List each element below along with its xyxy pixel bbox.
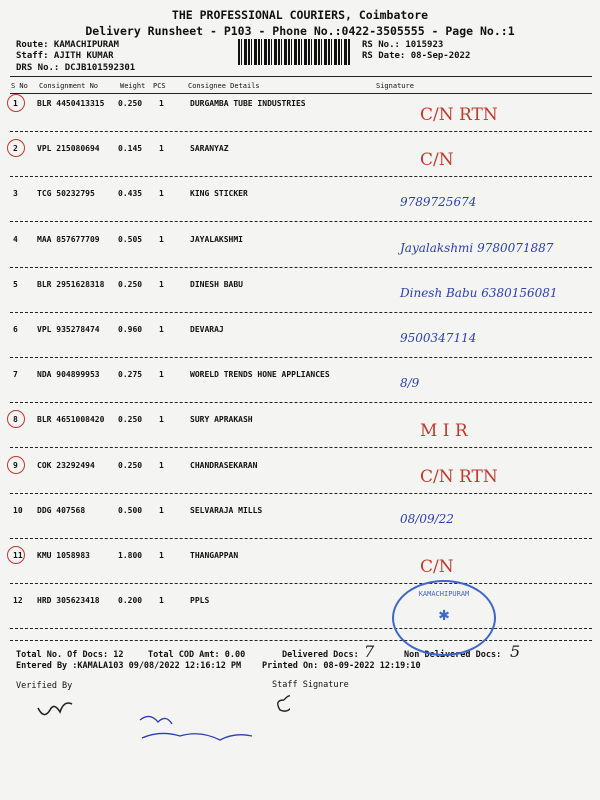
row-signature-mark: Jayalakshmi 9780071887 — [400, 240, 554, 255]
row-divider — [10, 221, 592, 222]
row-consignment: TCG 50232795 — [37, 189, 95, 199]
row-weight: 0.960 — [118, 325, 143, 334]
row-consignee: KING STICKER — [190, 189, 248, 199]
row-weight: 1.800 — [118, 551, 143, 560]
delivered-count: 7 — [364, 642, 375, 661]
row-signature-mark: C/N — [420, 150, 454, 171]
row-signature-mark: C/N — [420, 557, 454, 577]
row-divider — [10, 447, 592, 448]
row-consignment: HRD 305623418 — [37, 596, 100, 606]
total-docs: Total No. Of Docs: 12 — [16, 650, 124, 660]
document-subtitle: Delivery Runsheet - P103 - Phone No.:0422-3505555 - Page No.:1 — [85, 24, 515, 38]
row-consignee: THANGAPPAN — [190, 551, 239, 560]
row-circle-mark — [7, 139, 25, 157]
rs-number: RS No.: 1015923 — [362, 40, 444, 50]
staff-signature-label: Staff Signature — [272, 680, 349, 690]
row-signature-mark: C/N RTN — [420, 105, 498, 125]
row-sno: 10 — [13, 505, 23, 515]
row-consignee: DEVARAJ — [190, 325, 224, 334]
row-pcs: 1 — [159, 370, 164, 380]
row-sno: 2 — [13, 144, 18, 154]
row-pcs: 1 — [159, 234, 164, 244]
row-sno: 6 — [13, 325, 18, 334]
drs-label: DRS No.: DCJB101592301 — [16, 63, 136, 73]
staff-label: Staff: AJITH KUMAR — [16, 51, 114, 61]
col-consignee: Consignee Details — [188, 82, 260, 90]
row-consignee: PPLS — [190, 596, 210, 606]
row-signature-mark: M I R — [420, 421, 468, 442]
row-circle-mark — [7, 94, 25, 112]
document-title: THE PROFESSIONAL COURIERS, Coimbatore — [171, 8, 429, 22]
col-consignment: Consignment No — [39, 82, 99, 90]
row-divider — [10, 131, 592, 132]
col-weight: Weight — [120, 82, 146, 90]
row-circle-mark — [7, 546, 25, 564]
row-consignment: VPL 935278474 — [37, 325, 100, 334]
row-divider — [10, 402, 592, 403]
row-signature-mark: C/N RTN — [420, 466, 498, 487]
row-divider — [10, 267, 592, 268]
row-pcs: 1 — [159, 189, 164, 199]
row-pcs: 1 — [159, 460, 164, 470]
row-weight: 0.500 — [118, 505, 143, 515]
row-consignee: CHANDRASEKARAN — [190, 460, 258, 470]
row-consignee: DINESH BABU — [190, 279, 243, 289]
row-sno: 8 — [13, 415, 18, 425]
row-consignee: SURY APRAKASH — [190, 415, 253, 425]
delivered-docs: Delivered Docs: — [282, 650, 359, 660]
non-delivered-docs: Non Delivered Docs: — [404, 650, 502, 660]
handwritten-signatures — [30, 690, 290, 760]
row-consignee: DURGAMBA TUBE INDUSTRIES — [190, 99, 306, 108]
printed-on: Printed On: 08-09-2022 12:19:10 — [262, 661, 421, 671]
row-sno: 9 — [13, 460, 18, 470]
row-sno: 1 — [13, 99, 18, 108]
col-signature: Signature — [376, 82, 414, 90]
header-top-rule — [10, 76, 592, 77]
row-divider — [10, 312, 592, 313]
header-bottom-rule — [10, 93, 592, 94]
row-sno: 12 — [13, 596, 23, 606]
row-consignment: NDA 904899953 — [37, 370, 100, 380]
row-divider — [10, 176, 592, 177]
row-pcs: 1 — [159, 144, 164, 154]
row-consignee: JAYALAKSHMI — [190, 234, 243, 244]
col-sno: S No — [11, 82, 28, 90]
row-weight: 0.200 — [118, 596, 143, 606]
route-label: Route: KAMACHIPURAM — [16, 40, 119, 50]
row-sno: 7 — [13, 370, 18, 380]
row-pcs: 1 — [159, 279, 164, 289]
total-cod: Total COD Amt: 0.00 — [148, 650, 246, 660]
verified-by-label: Verified By — [16, 681, 73, 691]
row-pcs: 1 — [159, 505, 164, 515]
row-consignment: COK 23292494 — [37, 460, 95, 470]
row-pcs: 1 — [159, 596, 164, 606]
row-consignee: SELVARAJA MILLS — [190, 505, 263, 515]
row-weight: 0.505 — [118, 234, 143, 244]
row-sno: 11 — [13, 551, 23, 560]
row-divider — [10, 628, 592, 629]
row-consignee: WORELD TRENDS HONE APPLIANCES — [190, 370, 330, 380]
row-consignment: KMU 1058983 — [37, 551, 90, 560]
row-pcs: 1 — [159, 551, 164, 560]
row-circle-mark — [7, 456, 25, 474]
row-weight: 0.250 — [118, 460, 143, 470]
row-circle-mark — [7, 410, 25, 428]
col-pcs: PCS — [153, 82, 166, 90]
row-sno: 3 — [13, 189, 18, 199]
row-consignment: BLR 4450413315 — [37, 99, 105, 108]
row-consignment: BLR 4651008420 — [37, 415, 105, 425]
row-pcs: 1 — [159, 99, 164, 108]
office-stamp: KAMACHIPURAM ✱ — [392, 580, 496, 656]
non-delivered-count: 5 — [510, 642, 521, 661]
row-divider — [10, 357, 592, 358]
row-pcs: 1 — [159, 325, 164, 334]
row-weight: 0.250 — [118, 415, 143, 425]
row-weight: 0.145 — [118, 144, 143, 154]
row-weight: 0.275 — [118, 370, 143, 380]
row-signature-mark: 08/09/22 — [400, 511, 454, 526]
entered-by: Entered By :KAMALA103 09/08/2022 12:16:12 PM — [16, 661, 242, 671]
row-weight: 0.250 — [118, 279, 143, 289]
row-consignee: SARANYAZ — [190, 144, 229, 154]
row-sno: 5 — [13, 279, 18, 289]
row-divider — [10, 583, 592, 584]
row-signature-mark: Dinesh Babu 6380156081 — [400, 285, 558, 300]
row-signature-mark: 9789725674 — [400, 195, 477, 210]
row-signature-mark: 9500347114 — [400, 331, 477, 345]
row-signature-mark: 8/9 — [400, 376, 420, 391]
row-sno: 4 — [13, 234, 18, 244]
row-consignment: MAA 857677709 — [37, 234, 100, 244]
row-consignment: BLR 2951628318 — [37, 279, 105, 289]
row-weight: 0.250 — [118, 99, 143, 108]
row-consignment: DDG 407568 — [37, 505, 86, 515]
row-weight: 0.435 — [118, 189, 143, 199]
row-consignment: VPL 215080694 — [37, 144, 100, 154]
row-divider — [10, 493, 592, 494]
footer-rule — [10, 640, 592, 641]
barcode — [238, 39, 350, 65]
row-pcs: 1 — [159, 415, 164, 425]
rs-date: RS Date: 08-Sep-2022 — [362, 51, 471, 61]
row-divider — [10, 538, 592, 539]
